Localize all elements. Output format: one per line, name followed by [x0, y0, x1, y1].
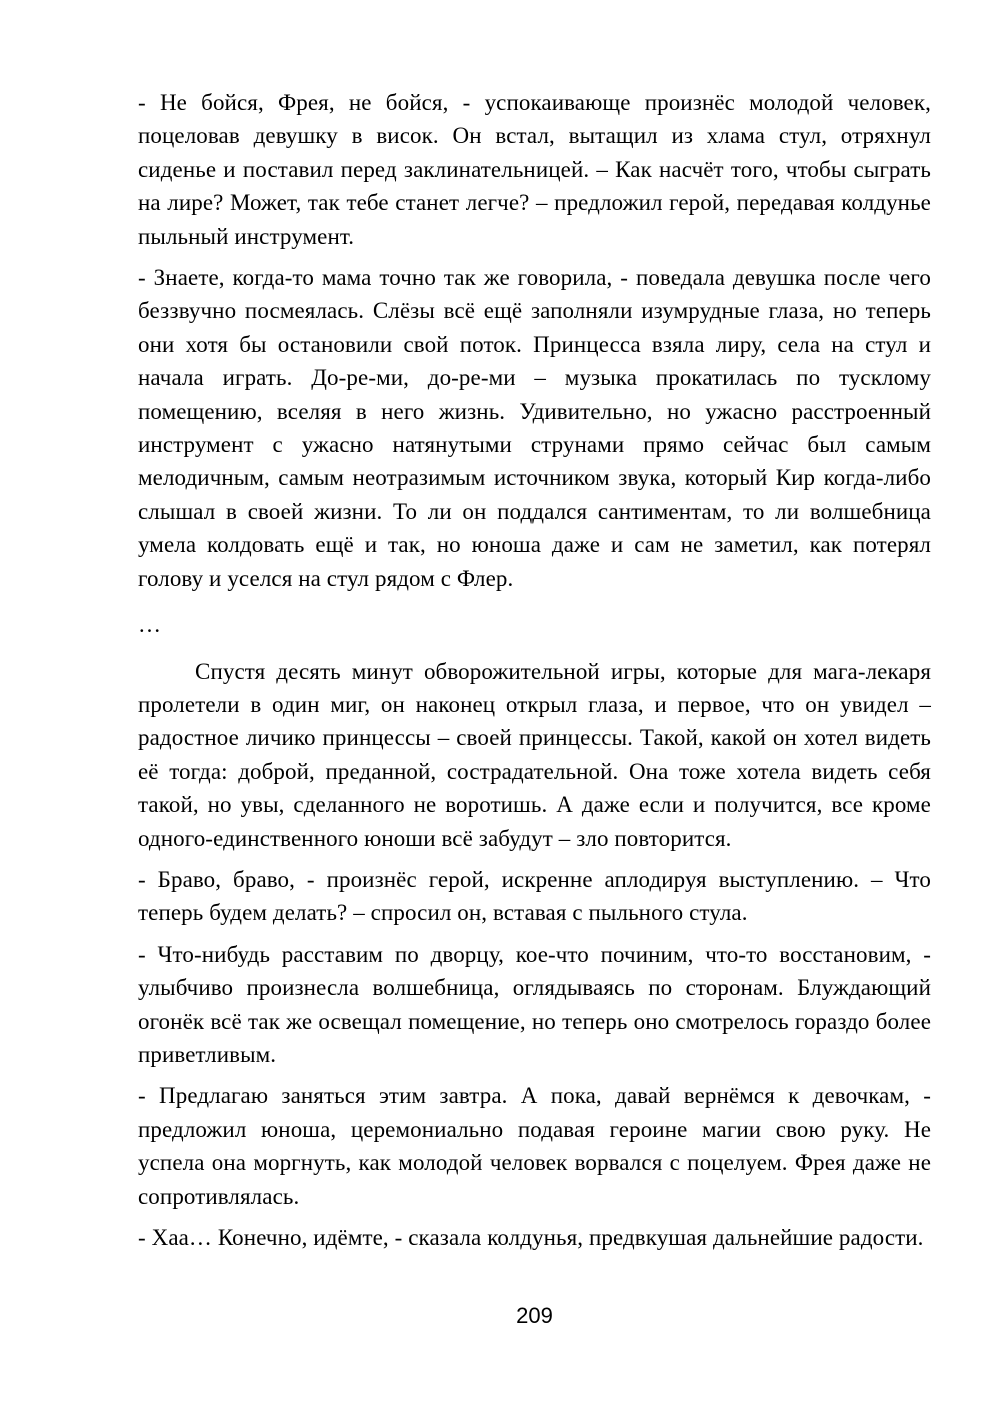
page-number: 209 [516, 1303, 553, 1328]
paragraph: - Знаете, когда-то мама точно так же говорила, - поведала девушка после чего беззвучно посмеялась. Слёзы всё ещё заполняли изумрудные глаза, но теперь они хотя бы остановили свой поток. Принцесса взяла лиру, села на стул и начала играть. До-ре-ми, до-ре-ми – музыка прокатилась по тусклому помещению, вселяя в него жизнь. Удивительно, но ужасно расстроенный инструмент с ужасно натянутыми струнами прямо сейчас был самым мелодичным, самым неотразимым источником звука, который Кир когда-либо слышал в своей жизни. То ли он поддался сантиментам, то ли волшебница умела колдовать ещё и так, но юноша даже и сам не заметил, как потерял голову и уселся на стул рядом с Флер. [138, 265, 931, 591]
paragraph: - Хаа… Конечно, идёмте, - сказала колдунья, предвкушая дальнейшие радости. [138, 1225, 924, 1250]
ellipsis-separator: … [138, 612, 162, 638]
paragraph: - Что-нибудь расставим по дворцу, кое-что починим, что-то восстановим, - улыбчиво произнесла волшебница, оглядываясь по сторонам. Блуждающий огонёк всё так же освещал помещение, но теперь оно смотрелось гораздо более приветливым. [138, 941, 931, 1067]
paragraph: - Браво, браво, - произнёс герой, искренне аплодируя выступлению. – Что теперь будем делать? – спросил он, вставая с пыльного стула. [138, 866, 931, 926]
paragraph: - Предлагаю заняться этим завтра. А пока, давай вернёмся к девочкам, - предложил юноша, церемониально подавая героине магии свою руку. Не успела она моргнуть, как молодой человек ворвался с поцелуем. Фрея даже не сопротивлялась. [138, 1083, 931, 1209]
paragraph: Спустя десять минут обворожительной игры, которые для мага-лекаря пролетели в один миг, он наконец открыл глаза, и первое, что он увидел – радостное личико принцессы – своей принцессы. Такой, какой он хотел видеть её тогда: доброй, преданной, сострадательной. Она тоже хотела видеть себя такой, но увы, сделанного не воротишь. А даже если и получится, все кроме одного-единственного юноши всё забудут – зло повторится. [138, 658, 931, 851]
paragraph: - Не бойся, Фрея, не бойся, - успокаивающе произнёс молодой человек, поцеловав девушку в висок. Он встал, вытащил из хлама стул, отряхнул сиденье и поставил перед заклинательницей. – Как насчёт того, чтобы сыграть на лире? Может, так тебе станет легче? – предложил герой, передавая колдунье пыльный инструмент. [138, 90, 931, 249]
text-content [138, 86, 931, 1262]
page-footer [138, 1303, 931, 1329]
